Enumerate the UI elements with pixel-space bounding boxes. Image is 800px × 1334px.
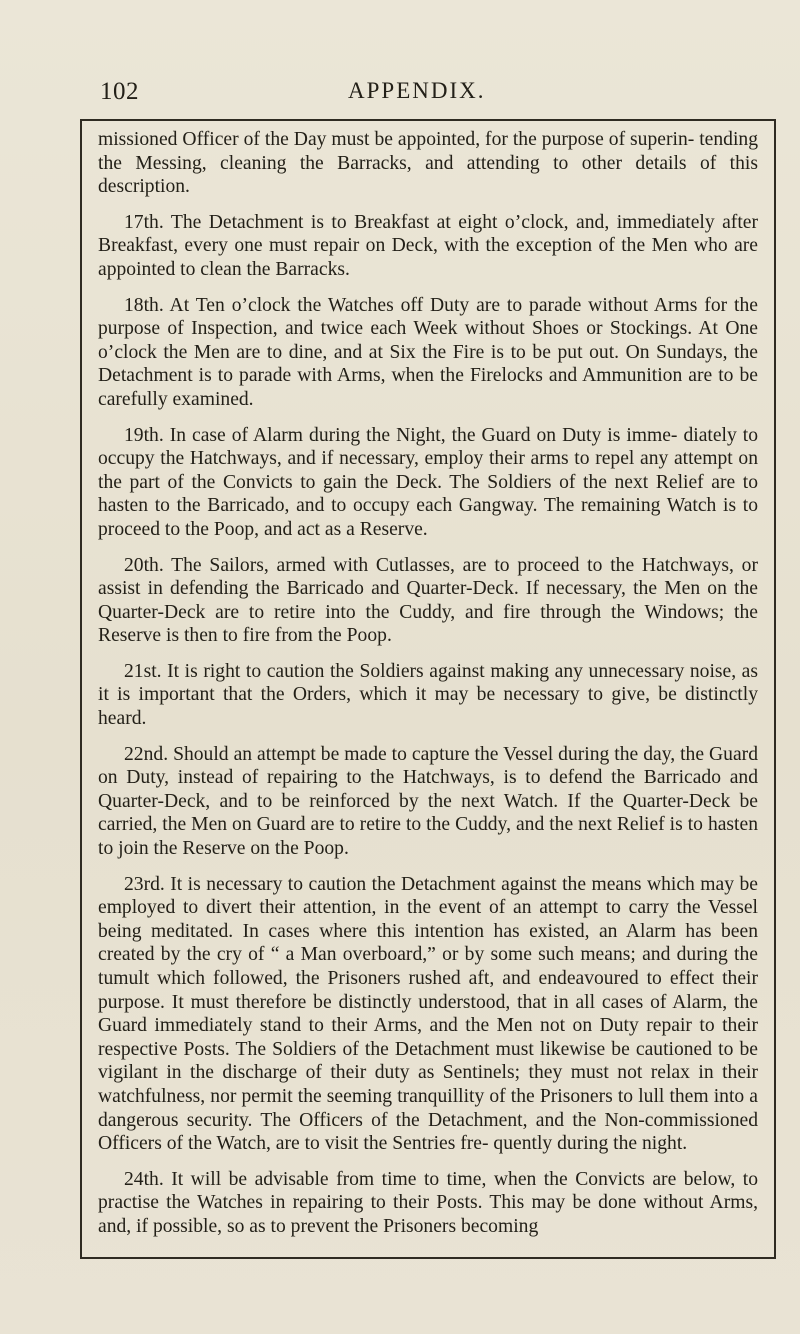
paragraph-24th: 24th. It will be advisable from time to time, when the Convicts are below, to practise the Watches in repairing to their Posts. This may be done without Arms, and, if possible, so as to prevent the Prisoners becoming xyxy=(98,1168,758,1237)
body-text xyxy=(98,128,758,1251)
paragraph-22nd: 22nd. Should an attempt be made to capture the Vessel during the day, the Guard on Duty, instead of repairing to the Hatchways, is to defend the Barricado and Quarter-Deck, and to be reinforced by the next Watch. If the Quarter-Deck be carried, the Men on Guard are to retire to the Cuddy, and the next Relief is to hasten to join the Reserve on the Poop. xyxy=(98,743,758,860)
running-head xyxy=(0,78,800,110)
paragraph-20th: 20th. The Sailors, armed with Cutlasses, are to proceed to the Hatchways, or assist in defending the Barricado and Quarter-Deck. If necessary, the Men on the Quarter-Deck are to retire into the Cuddy, and fire through the Windows; the Reserve is then to fire from the Poop. xyxy=(98,554,758,647)
paragraph-continuation: missioned Officer of the Day must be appointed, for the purpose of superin- tending the Messing, cleaning the Barracks, and attending to other details of this description. xyxy=(98,129,758,198)
paragraph-19th: 19th. In case of Alarm during the Night, the Guard on Duty is imme- diately to occupy the Hatchways, and if necessary, employ their arms to repel any attempt on the part of the Convicts to gain the Deck. The Soldiers of the next Relief are to hasten to the Barricado, and to occupy each Gangway. The remaining Watch is to proceed to the Poop, and act as a Reserve. xyxy=(98,424,758,540)
page-number: 102 xyxy=(100,78,139,105)
paragraph-21st: 21st. It is right to caution the Soldiers against making any unnecessary noise, as it is important that the Orders, which it may be necessary to give, be distinctly heard. xyxy=(98,660,758,730)
paragraph-17th: 17th. The Detachment is to Breakfast at eight o’clock, and, immediately after Breakfast, every one must repair on Deck, with the exception of the Men who are appointed to clean the Barracks. xyxy=(98,211,758,280)
paragraph-18th: 18th. At Ten o’clock the Watches off Duty are to parade without Arms for the purpose of Inspection, and twice each Week without Shoes or Stockings. At One o’clock the Men are to dine, and at Six the Fire is to be put out. On Sundays, the Detachment is to parade with Arms, when the Firelocks and Ammunition are to be carefully examined. xyxy=(98,294,758,410)
running-title: APPENDIX. xyxy=(348,78,486,103)
paragraph-23rd: 23rd. It is necessary to caution the Detachment against the means which may be employed to divert their attention, in the event of an attempt to carry the Vessel being meditated. In cases where this intention has existed, an Alarm has been created by the cry of “ a Man overboard,” or by some such means; and during the tumult which followed, the Prisoners rushed aft, and endeavoured to effect their purpose. It must therefore be distinctly understood, that in all cases of Alarm, the Guard immediately stand to their Arms, and the Men not on Duty repair to their respective Posts. The Soldiers of the Detachment must likewise be cautioned to be vigilant in the discharge of their duty as Sentinels; they must not relax in their watchfulness, nor permit the seeming tranquillity of the Prisoners to lull them into a dangerous security. The Officers of the Detachment, and the Non-commissioned Officers of the Watch, are to visit the Sentries fre- quently during the night. xyxy=(98,873,758,1155)
